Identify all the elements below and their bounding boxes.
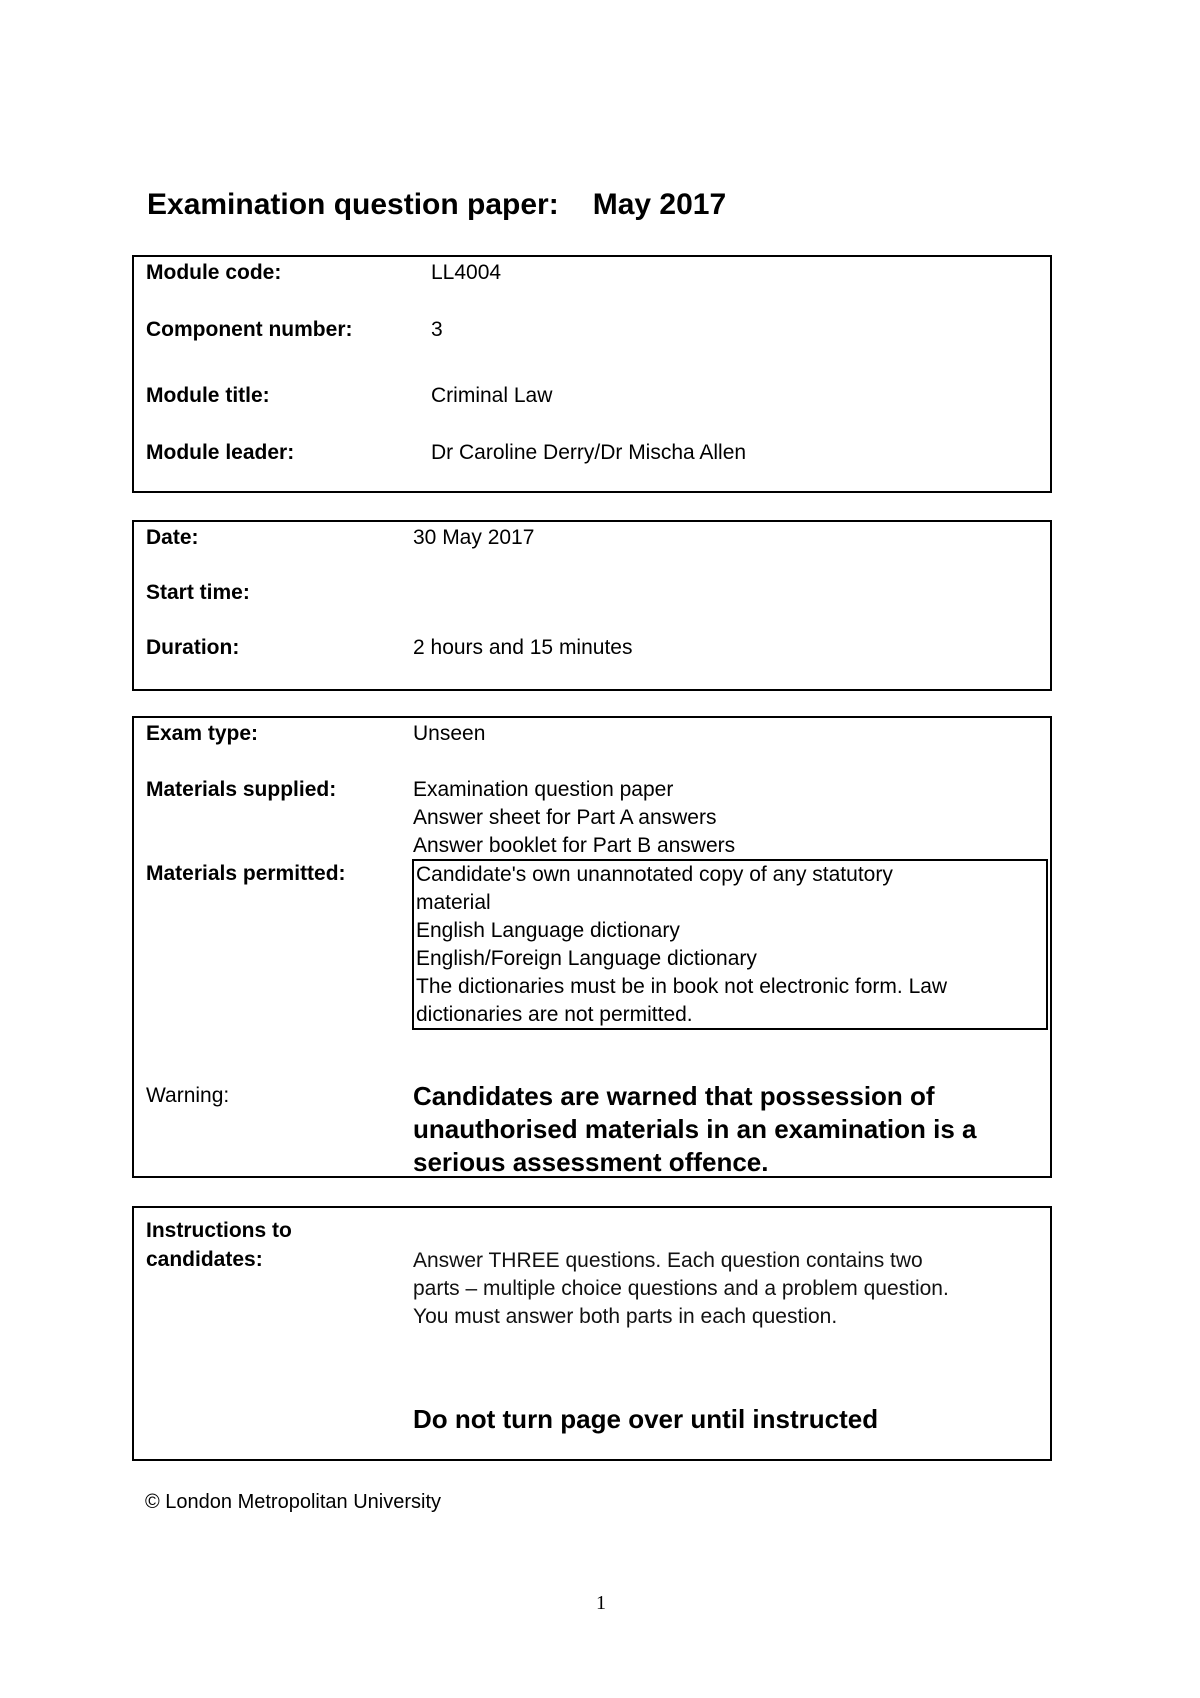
module-title-label: Module title: — [146, 384, 270, 407]
date-label: Date: — [146, 526, 199, 549]
module-leader-label: Module leader: — [146, 441, 295, 464]
schedule-box — [132, 520, 1052, 691]
materials-permitted-box — [412, 859, 1048, 1030]
instructions-label-line2: candidates: — [146, 1248, 263, 1271]
instruction-line: parts – multiple choice questions and a problem question. — [413, 1277, 949, 1300]
warning-label: Warning: — [146, 1084, 230, 1107]
supplied-item: Answer sheet for Part A answers — [413, 806, 717, 829]
permitted-item: The dictionaries must be in book not electronic form. Law — [416, 975, 948, 998]
module-leader-value: Dr Caroline Derry/Dr Mischa Allen — [431, 441, 747, 464]
do-not-turn-notice: Do not turn page over until instructed — [413, 1404, 879, 1434]
exam-type-value: Unseen — [413, 722, 486, 745]
supplied-item: Examination question paper — [413, 778, 674, 801]
instructions-text — [413, 1247, 949, 1331]
permitted-item: Candidate's own unannotated copy of any statutory — [416, 863, 893, 886]
instructions-box — [132, 1206, 1052, 1461]
component-number-label: Component number: — [146, 318, 353, 341]
exam-details-box — [132, 716, 1052, 1178]
instruction-line: You must answer both parts in each question. — [413, 1305, 838, 1328]
start-time-label: Start time: — [146, 581, 250, 604]
module-code-label: Module code: — [146, 261, 282, 284]
title-session: May 2017 — [592, 188, 727, 221]
module-info-box — [132, 255, 1052, 493]
page-title — [147, 188, 726, 222]
permitted-item: English/Foreign Language dictionary — [416, 947, 757, 970]
warning-text: Candidates are warned that possession of unauthorised materials in an examination is a serious assessment offence. — [413, 1081, 977, 1177]
materials-permitted-label: Materials permitted: — [146, 862, 346, 885]
permitted-item: material — [416, 891, 491, 914]
module-title-value: Criminal Law — [431, 384, 553, 407]
duration-value: 2 hours and 15 minutes — [413, 636, 633, 659]
module-code-value: LL4004 — [431, 261, 502, 284]
materials-supplied-label: Materials supplied: — [146, 778, 337, 801]
duration-label: Duration: — [146, 636, 240, 659]
component-number-value: 3 — [431, 318, 443, 341]
copyright: © London Metropolitan University — [145, 1491, 441, 1513]
instructions-label-line1: Instructions to — [146, 1219, 292, 1242]
materials-supplied-list — [413, 776, 735, 860]
supplied-item: Answer booklet for Part B answers — [413, 834, 736, 857]
permitted-item: dictionaries are not permitted. — [416, 1003, 693, 1026]
exam-type-label: Exam type: — [146, 722, 259, 745]
date-value: 30 May 2017 — [413, 526, 535, 549]
instruction-line: Answer THREE questions. Each question contains two — [413, 1249, 923, 1272]
title-text: Examination question paper: — [147, 188, 559, 221]
page-number: 1 — [596, 1592, 606, 1614]
permitted-item: English Language dictionary — [416, 919, 680, 942]
